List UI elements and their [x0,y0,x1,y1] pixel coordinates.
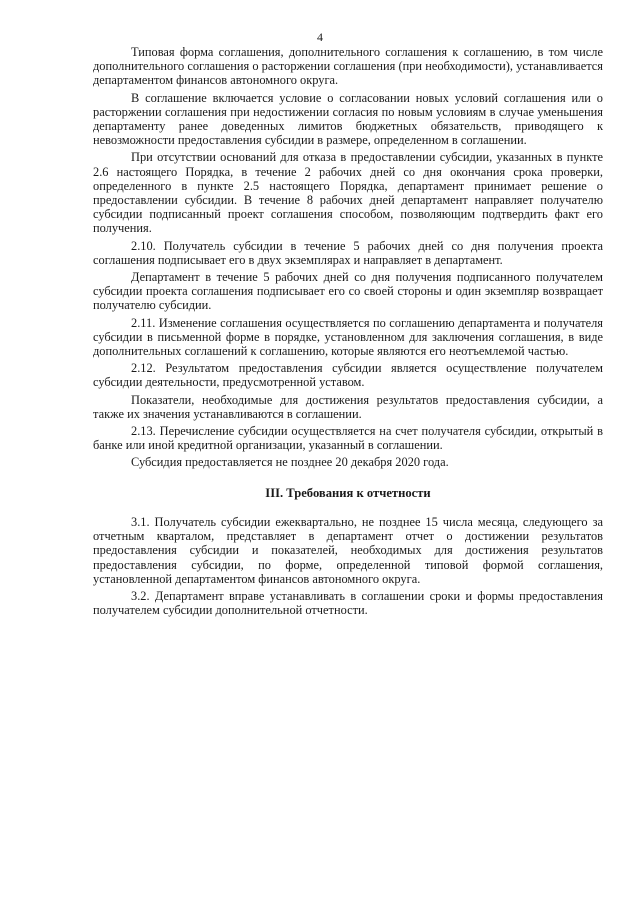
paragraph-2-12: 2.12. Результатом предоставления субсидии является осуществление получателем субсидии деятельности, предусмотренной уставом. [93,361,603,390]
paragraph-2-11: 2.11. Изменение соглашения осуществляется по соглашению департамента и получателя субсидии в письменной форме в порядке, установленном для заключения соглашения, в виде дополнительных соглашений к соглашению, которые являются его неотъемлемой частью. [93,315,603,359]
paragraph-2-10: 2.10. Получатель субсидии в течение 5 рабочих дней со дня получения проекта соглашения подписывает его в двух экземплярах и направляет в департамент. [93,238,603,267]
paragraph-deadline: Субсидия предоставляется не позднее 20 декабря 2020 года. [131,455,449,470]
paragraph-model-agreement-form: Типовая форма соглашения, дополнительного соглашения к соглашению, в том числе дополнительного соглашения о расторжении соглашения (при необходимости), устанавливается департаментом финансов автономного округа. [93,45,603,88]
paragraph-agreement-condition: В соглашение включается условие о согласовании новых условий соглашения или о расторжении соглашения при недостижении согласия по новым условиям в случае уменьшения департаменту ранее доведенных лимитов бюджетных обязательств, приводящего к невозможности предоставления субсидии в размере, определенном в соглашении. [93,90,603,148]
page-number: 4 [317,30,323,44]
paragraph-2-13: 2.13. Перечисление субсидии осуществляется на счет получателя субсидии, открытый в банке или иной кредитной организации, указанный в соглашении. [93,424,603,453]
document-body [93,45,603,620]
paragraph-3-2: 3.2. Департамент вправе устанавливать в соглашении сроки и формы предоставления получателем субсидии дополнительной отчетности. [93,588,603,618]
paragraph-indicators: Показатели, необходимые для достижения результатов предоставления субсидии, а также их значения устанавливаются в соглашении. [93,392,603,421]
paragraph-3-1: 3.1. Получатель субсидии ежеквартально, не позднее 15 числа месяца, следующего за отчетным кварталом, представляет в департамент отчет о достижении результатов предоставления субсидии и показателей, необходимых для достижения результатов предоставления субсидии, по форме, определенной типовой формой соглашения, установленной департаментом финансов автономного округа. [93,514,603,586]
paragraph-department-signs: Департамент в течение 5 рабочих дней со дня получения подписанного получателем субсидии проекта соглашения подписывает его со своей стороны и один экземпляр возвращает получателю субсидии. [93,270,603,313]
section-heading-reporting: III. Требования к отчетности [265,485,431,500]
paragraph-decision-on-subsidy: При отсутствии оснований для отказа в предоставлении субсидии, указанных в пункте 2.6 настоящего Порядка, в течение 2 рабочих дней со дня окончания срока проверки, определенного в пункте 2.5 настоящего Порядка, департамент принимает решение о предоставлении субсидии. В течение 8 рабочих дней департамент направляет получателю субсидии подписанный проект соглашения способом, позволяющим подтвердить факт его получения. [93,150,603,236]
